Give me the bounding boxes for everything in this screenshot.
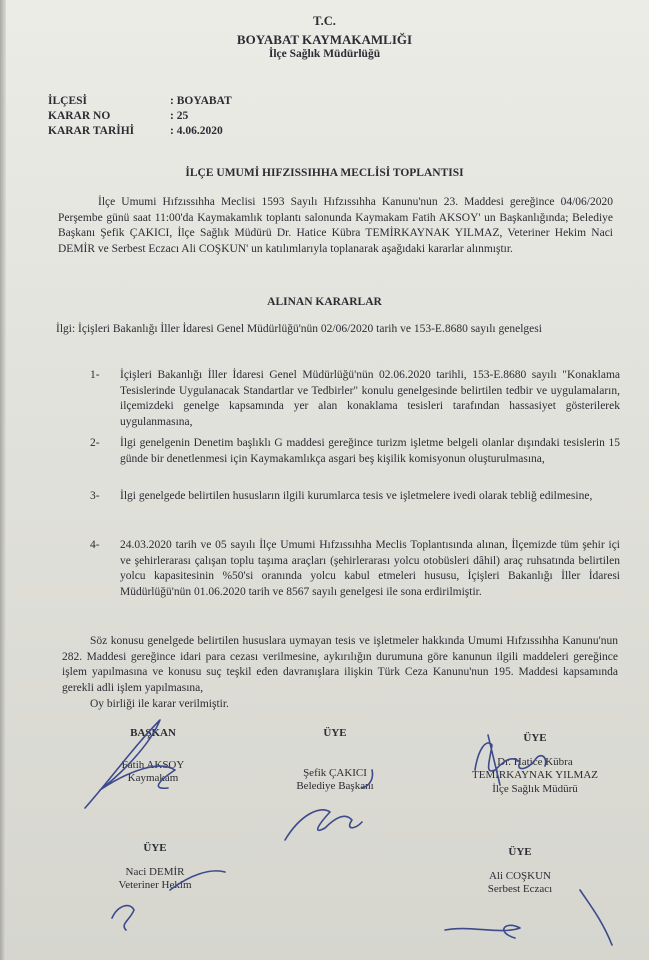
signature-block-baskan [98, 727, 208, 786]
signature-block-belediye [270, 727, 400, 794]
signature-role: ÜYE [523, 732, 547, 744]
decision-item [90, 368, 620, 430]
signature-block-eczaci [450, 846, 590, 897]
info-value: : 4.06.2020 [170, 125, 223, 137]
signature-mark-eczaci [445, 890, 612, 945]
signature-name-2: TEMİRKAYNAK YILMAZ [472, 769, 598, 781]
info-row-karar-no [48, 109, 232, 124]
item-number: 3- [90, 490, 100, 502]
signature-name: Ali COŞKUN [488, 869, 552, 882]
intro-paragraph: İlçe Umumi Hıfzıssıhha Meclisi 1593 Sayılı Hıfzıssıhha Kanunu'nun 23. Maddesi gereğince 04/06/2020 Perşembe günü saat 11:00'da Kaymakamlık toplantı salonunda Kaymakam Fatih AKSOY' un Başkanlığında; Belediye Başkanı Şefik ÇAKICI, İlçe Sağlık Müdürü Dr. Hatice Kübra TEMİRKAYNAK YILMAZ, Veteriner Hekim Naci DEMİR ve Serbest Eczacı Ali COŞKUN' un katılımlarıyla toplanarak aşağıdaki kararlar alınmıştır. [58, 196, 613, 255]
info-label: KARAR NO [48, 110, 111, 122]
signature-role: BAŞKAN [130, 727, 176, 739]
decision-info [48, 94, 232, 139]
decisions-heading: ALINAN KARARLAR [267, 296, 382, 308]
signature-title: Serbest Eczacı [487, 883, 553, 895]
item-number: 2- [90, 437, 100, 449]
decision-item [90, 436, 620, 467]
item-number: 4- [90, 539, 100, 551]
signature-title: Kaymakam [127, 772, 179, 784]
header-tc: T.C. [313, 14, 336, 28]
info-value: : BOYABAT [170, 95, 232, 107]
signature-title: Belediye Başkanı [296, 780, 374, 792]
signature-role: ÜYE [508, 846, 532, 858]
ilgi-paragraph: İlgi: İçişleri Bakanlığı İller İdaresi Genel Müdürlüğü'nün 02/06/2020 tarih ve 153-E.8680 sayılı genelgesi [56, 323, 542, 335]
info-label: KARAR TARİHİ [48, 125, 135, 137]
signature-title: İlçe Sağlık Müdürü [492, 782, 578, 795]
signature-title: Veteriner Hekim [118, 879, 192, 891]
signature-name: Dr. Hatice Kübra [497, 755, 573, 768]
item-number: 1- [90, 369, 100, 381]
info-row-karar-tarihi [48, 124, 232, 139]
page-shadow-edge [0, 0, 6, 960]
header-mudurluk: İlçe Sağlık Müdürlüğü [268, 48, 381, 60]
unanimous-statement: Oy birliği ile karar verilmiştir. [90, 698, 229, 710]
decision-item [90, 538, 620, 600]
meeting-title: İLÇE UMUMİ HIFZISSIHHA MECLİSİ TOPLANTISI [185, 167, 464, 179]
signature-block-veteriner [90, 842, 220, 893]
closing-paragraph: Söz konusu genelgede belirtilen hususlara uymayan tesis ve işletmeler hakkında Umumi Hıfzıssıhha Kanunu'nun 282. Maddesi gereğince idari para cezası verilmesine, aykırılığın durumuna göre kanunun ilgili maddeleri gereğince işlem yapılmasına ve konusu suç teşkil eden davranışlara ilişkin Türk Ceza Kanunu'nun 195. Maddesi kapsamında gerekli adli işlem yapılmasına, [62, 635, 618, 694]
info-label: İLÇESİ [48, 95, 87, 107]
item-text: İlgi genelgenin Denetim başlıklı G maddesi gereğince turizm işletme belgeli olanlar dışındaki tesislerin 15 günde bir denetlenmesi için Kaymakamlıkça asgari beş kişilik komisyonun oluşturulmasına, [120, 437, 620, 465]
signature-role: ÜYE [143, 842, 167, 854]
header-kaymakamlik: BOYABAT KAYMAKAMLIĞI [236, 32, 413, 47]
item-text: 24.03.2020 tarih ve 05 sayılı İlçe Umumi Hıfzıssıhha Meclis Toplantısında alınan, İlçemizde tüm şehir içi ve şehirlerarası çalışan toplu taşıma araçları (şehirlerarası yolcu otobüsleri dâhil) araç ruhsatında belirtilen yolcu kapasitesinin %50'si oranında yolcu kabul etmeleri hususu, İçişleri Bakanlığı İller İdaresi Müdürlüğü'nün 01.06.2020 tarih ve 8567 sayılı genelgesi ile sona erdirilmiştir. [120, 539, 620, 598]
signature-name: Fatih AKSOY [121, 758, 185, 771]
info-row-ilce [48, 94, 232, 109]
signature-name: Şefik ÇAKICI [303, 766, 367, 779]
decision-item [90, 489, 620, 505]
info-value: : 25 [170, 110, 189, 122]
item-text: İlgi genelgede belirtilen hususların ilgili kurumlarca tesis ve işletmelere ivedi olarak tebliğ edilmesine, [120, 490, 593, 502]
signature-name: Naci DEMİR [125, 865, 185, 878]
signature-block-saglik [460, 732, 610, 796]
signature-role: ÜYE [323, 727, 347, 739]
item-text: İçişleri Bakanlığı İller İdaresi Genel Müdürlüğü'nün 02.06.2020 tarihli, 153-E.8680 sayılı "Konaklama Tesislerinde Uygulanacak Standartlar ve Tedbirler" konulu genelgesinde belirtilen tedbir ve uygulamaların, ilçemizdeki genelge kapsamında yer alan konaklama tesisleri tarafından hassasiyet gösterilerek uygulanmasına, [120, 369, 620, 428]
